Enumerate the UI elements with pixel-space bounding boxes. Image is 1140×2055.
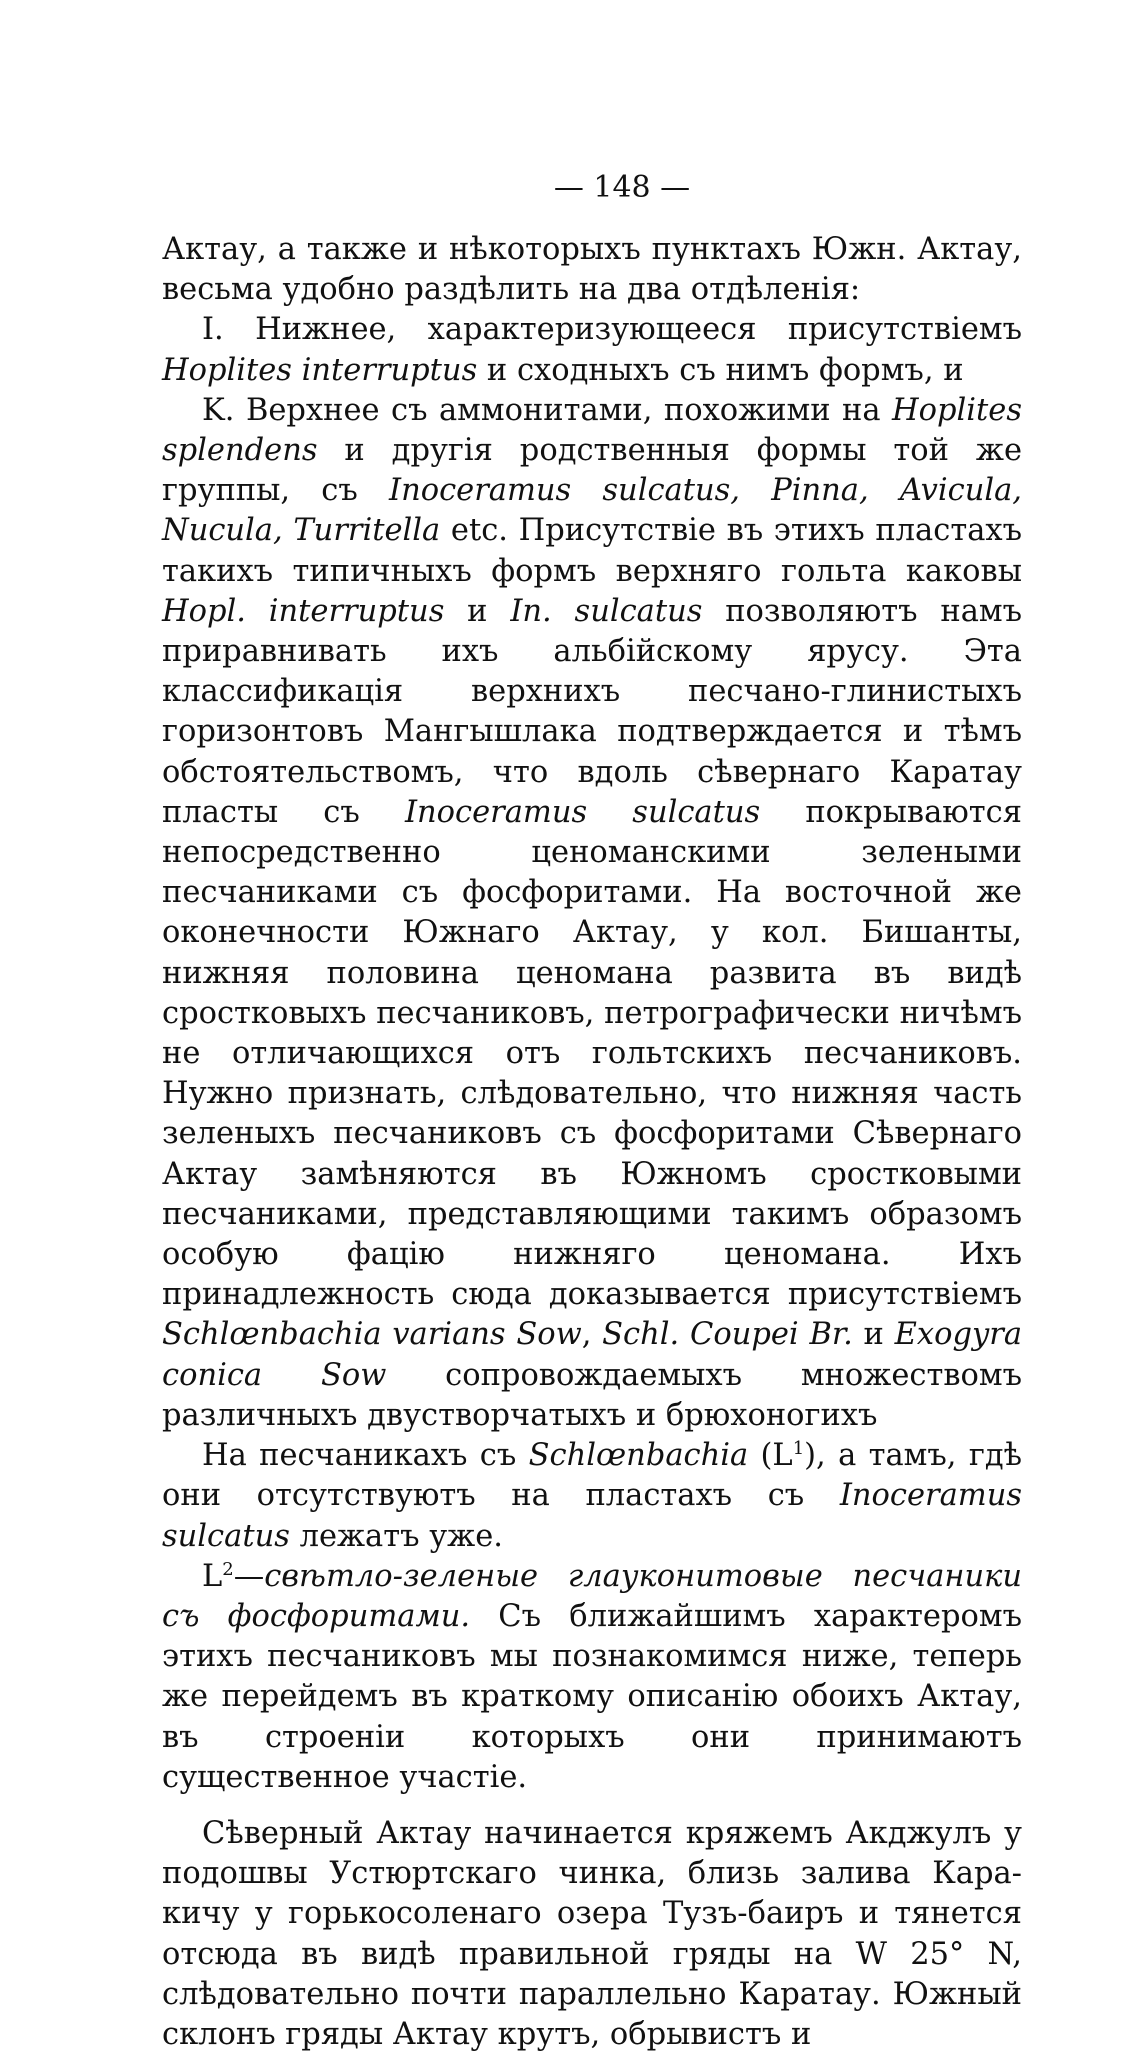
paragraph [162,310,1022,390]
text-run: ), а тамъ, гдѣ они отсутствуютъ на пластахъ съ [162,1438,1022,1514]
italic-term: Hoplites splendens [162,392,1022,469]
italic-term: In. sulcatus [510,593,703,629]
text-run: etc. Присутствіе въ этихъ пластахъ такихъ типичныхъ формъ верхняго гольта каковы [162,513,1022,589]
italic-term: Inoceramus sulcatus [162,1478,1022,1554]
text-run: и [852,1317,895,1353]
text-run: Актау, а также и нѣкоторыхъ пунктахъ Южн. Актау, весьма удобно раздѣлить на два отдѣленія: [162,232,1022,308]
paragraph [162,230,1022,310]
text-run: — [233,1558,265,1594]
italic-term: Exogyra conica Sow [162,1317,1023,1393]
document-page [162,168,1022,2055]
text-run: (L [748,1438,793,1474]
text-run: позволяютъ намъ приравнивать ихъ альбійскому ярусу. Эта классификація верхнихъ песчано-глинистыхъ горизонтовъ Мангышлака подтверждается и тѣмъ обстоятельствомъ, что вдоль сѣвернаго Каратау пласты съ [162,593,1023,830]
italic-term: Inoceramus sulcatus [404,794,761,830]
italic-term: свѣтло-зеленые глауконитовые песчаники съ фосфоритами. [162,1558,1022,1634]
paragraph [162,1436,1022,1557]
page-number: — 148 — [553,170,691,205]
text-run: L [202,1558,223,1594]
italic-term: Schl. Coupei Br. [602,1317,853,1353]
body-text [162,230,1022,2055]
text-run: сопровождаемыхъ множествомъ различныхъ двустворчатыхъ и брюхоногихъ [162,1357,1022,1433]
italic-term: Hopl. interruptus [162,593,445,629]
superscript: 2 [222,1558,234,1580]
paragraph [162,1557,1022,1798]
paragraph [162,391,1022,1436]
superscript: 1 [792,1437,805,1459]
text-run: I. Нижнее, характеризующееся присутствіемъ [202,312,1022,348]
text-run: Съ ближайшимъ характеромъ этихъ песчаниковъ мы познакомимся ниже, теперь же перейдемъ въ краткому описанію обоихъ Актау, въ строеніи которыхъ они принимаютъ существенное участіе. [162,1598,1022,1795]
italic-term: Schlœnbachia [528,1438,749,1474]
italic-term: Schlœnbachia varians Sow [162,1317,582,1353]
text-run: и [444,593,511,629]
text-run: лежатъ уже. [289,1518,503,1554]
text-run: покрываются непосредственно ценоманскими зелеными песчаниками съ фосфоритами. На восточной же оконечности Южнаго Актау, у кол. Бишанты, нижняя половина ценомана развита въ видѣ сростковыхъ песчаниковъ, петрографически ничѣмъ не отличающихся отъ гольтскихъ песчаниковъ. Нужно признать, слѣдовательно, что нижняя часть зеленыхъ песчаниковъ съ фосфоритами Сѣвернаго Актау замѣняются въ Южномъ сростковыми песчаниками, представляющими такимъ образомъ особую фацію нижняго ценомана. Ихъ принадлежность сюда доказывается присутствіемъ [162,794,1023,1313]
text-run: , [581,1317,603,1353]
italic-term: Inoceramus sulcatus, Pinna, Avicula, Nucula, Turritella [162,473,1022,549]
text-run: Сѣверный Актау начинается кряжемъ Акджулъ у подошвы Устюртскаго чинка, близь залива Кара-кичу у горькосоленаго озера Тузъ-баиръ и тянется отсюда въ видѣ правильной гряды на W 25° N, слѣдовательно почти параллельно Каратау. Южный склонъ гряды Актау крутъ, обрывистъ и [162,1815,1022,2052]
text-run: K. Верхнее съ аммонитами, похожими на [202,392,893,428]
text-run: На песчаникахъ съ [202,1438,529,1474]
text-run: и сходныхъ съ нимъ формъ, и [477,352,964,388]
paragraph [162,1814,1022,2055]
text-run: и другія родственныя формы той же группы, съ [162,433,1022,509]
italic-term: Hoplites interruptus [162,352,478,388]
